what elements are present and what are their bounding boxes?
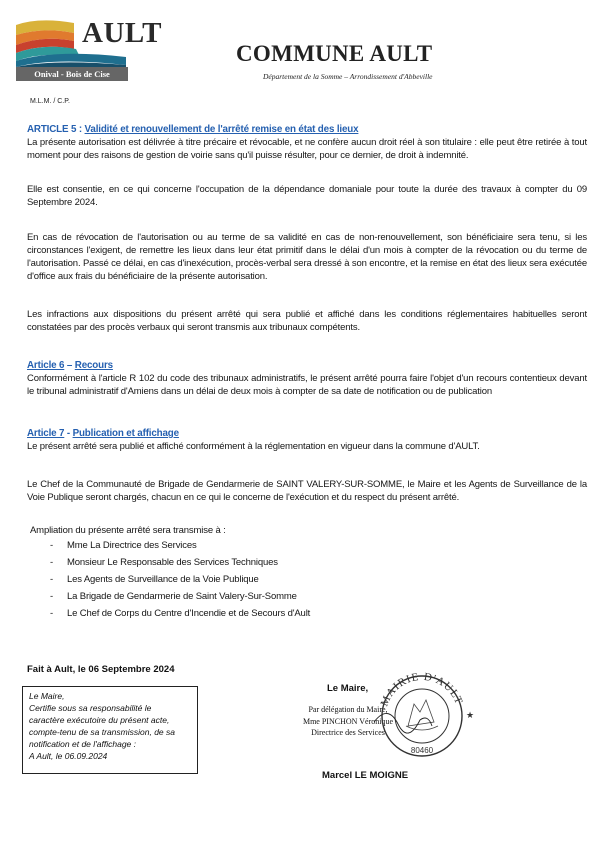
certificate-line: compte-tenu de sa transmission, de sa	[29, 727, 175, 737]
article-5-paragraph-3	[27, 231, 587, 283]
article-5-paragraph-2	[27, 183, 587, 209]
stamp-code: 80460	[410, 746, 434, 755]
article-5-paragraph-2-text: Elle est consentie, en ce qui concerne l'occupation de la dépendance domaniale pour toute la durée des travaux à compter du 09 Septembre 2024.	[27, 184, 587, 208]
logo-subtitle: Onival - Bois de Cise	[16, 67, 128, 81]
certificate-line: Certifie sous sa responsabilité le	[29, 703, 152, 713]
certificate-line: Le Maire,	[29, 691, 65, 701]
delegation-line: Par délégation du Maire,	[308, 705, 388, 714]
signing-place-date: Fait à Ault, le 06 Septembre 2024	[27, 664, 175, 675]
article-7-separator: -	[64, 428, 73, 439]
article-7-paragraph-2	[27, 478, 587, 504]
delegation-line: Mme PINCHON Véronique	[302, 716, 394, 726]
executory-certificate	[22, 686, 198, 774]
certificate-line: A Ault, le 06.09.2024	[29, 751, 108, 761]
article-6-separator: –	[64, 360, 75, 371]
ampliation-block	[30, 524, 430, 622]
ampliation-intro: Ampliation du présente arrêté sera transmise à :	[30, 525, 226, 536]
certificate-line: caractère exécutoire du présent acte,	[29, 715, 170, 725]
official-stamp-icon	[368, 664, 476, 764]
article-6-label: Article 6	[27, 360, 65, 371]
article-7-paragraph-1: Le présent arrêté sera publié et affiché conformément à la réglementation en vigueur dans la commune d'AULT.	[27, 441, 480, 452]
recipient-item: - Monsieur Le Responsable des Services Techniques	[30, 554, 430, 571]
mayor-label: Le Maire,	[327, 683, 369, 694]
article-5-paragraph-1: La présente autorisation est délivrée à titre précaire et révocable, et ne confère aucun droit réel à son titulaire : elle peut être retirée à tout moment pour des raisons de gestion de voirie sans qu'il puisse résulter, pour ce dernier, de droit à indemnité.	[27, 137, 587, 161]
article-7	[27, 427, 587, 453]
page-subtitle: Département de la Somme – Arrondissement d'Abbeville	[263, 72, 433, 81]
recipient-item: - La Brigade de Gendarmerie de Saint Valery-Sur-Somme	[30, 588, 430, 605]
article-5-paragraph-4	[27, 308, 587, 334]
svg-text:★: ★	[466, 710, 475, 720]
article-5-paragraph-4-text: Les infractions aux dispositions du présent arrêté qui sera publié et affiché dans les conditions réglementaires habituelles seront constatées par des procès verbaux qui seront transmis aux tribunaux compétents.	[27, 309, 587, 333]
article-6-title: Recours	[74, 360, 113, 371]
article-7-title: Publication et affichage	[72, 428, 179, 439]
article-5-label: ARTICLE 5 :	[27, 124, 82, 135]
article-5-paragraph-3-text: En cas de révocation de l'autorisation ou au terme de sa validité en cas de non-renouvellement, son bénéficiaire sera tenu, si les circonstances l'exigent, de remettre les lieux dans leur état primitif dans le délai d'un mois à compter de la révocation ou du terme de l'autorisation. Passé ce délai, en cas d'inexécution, procès-verbal sera dressé à son encontre, et la remise en état des lieux sera exécutée d'office aux frais du bénéficiaire de la présente autorisation.	[27, 232, 587, 282]
delegation-line: Directrice des Services	[311, 728, 385, 737]
article-6	[27, 359, 587, 398]
document-reference: M.L.M. / C.P.	[30, 98, 70, 105]
article-6-text: Conformément à l'article R 102 du code des tribunaux administratifs, le présent arrêté pourra faire l'objet d'un recours contentieux devant le tribunal administratif d'Amiens dans un délai de deux mois à compter de sa date de notification ou de publication	[27, 373, 587, 397]
logo-wordmark: AULT	[82, 17, 162, 49]
article-7-heading	[27, 427, 587, 440]
recipient-item: - Les Agents de Surveillance de la Voie Publique	[30, 571, 430, 588]
stamp-text: MAIRIE D'AULT	[378, 670, 465, 709]
certificate-line: notification et de l'affichage :	[29, 739, 136, 749]
article-5-heading	[27, 123, 587, 136]
page-title: COMMUNE AULT	[236, 41, 433, 66]
recipient-list	[30, 537, 430, 622]
recipient-item: - Le Chef de Corps du Centre d'Incendie et de Secours d'Ault	[30, 605, 430, 622]
article-7-paragraph-2-text: Le Chef de la Communauté de Brigade de Gendarmerie de SAINT VALERY-SUR-SOMME, le Maire et les Agents de Surveillance de la Voie Publique seront chargés, chacun en ce qui le concerne de l'exécution et du respect du présent arrêté.	[27, 479, 587, 503]
article-6-heading	[27, 359, 587, 372]
article-5	[27, 123, 587, 162]
article-5-title: Validité et renouvellement de l'arrêté remise en état des lieux	[84, 124, 359, 135]
article-7-label: Article 7	[27, 428, 65, 439]
commune-logo	[14, 15, 164, 89]
signatory-name: Marcel LE MOIGNE	[322, 770, 409, 781]
recipient-item: - Mme La Directrice des Services	[30, 537, 430, 554]
